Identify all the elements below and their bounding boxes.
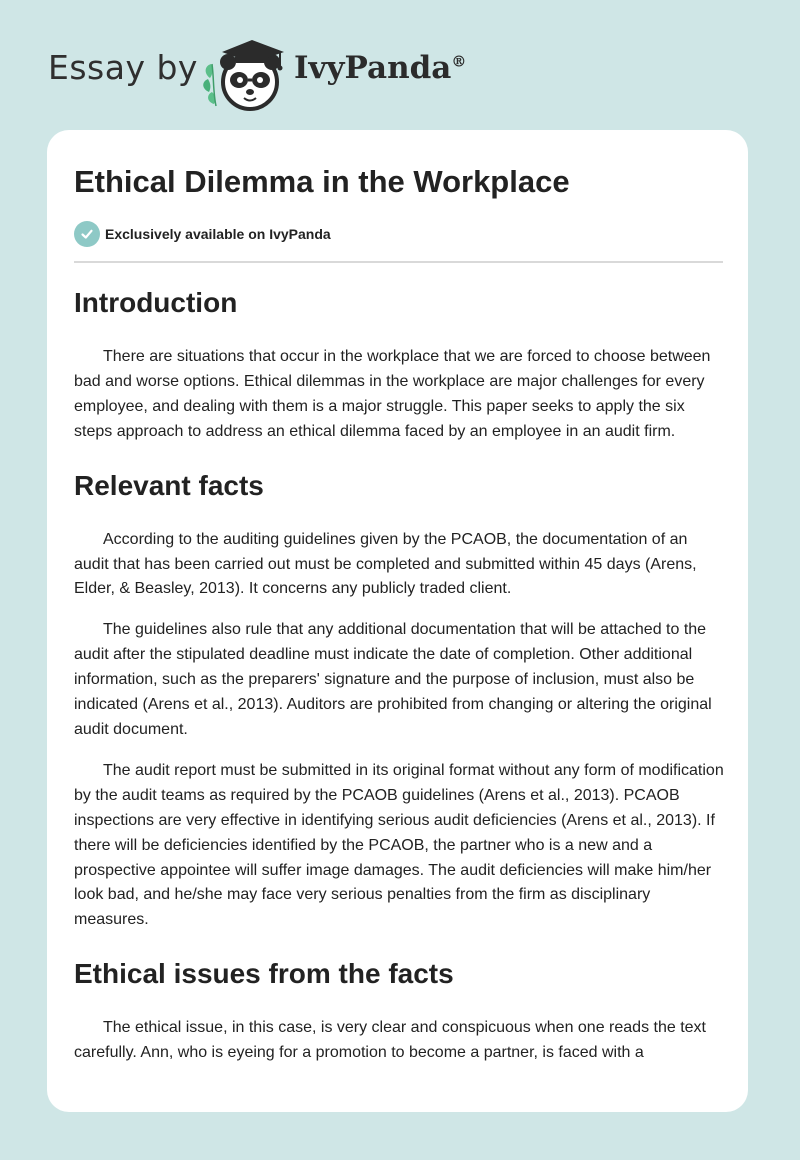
section-heading: Introduction	[74, 287, 238, 318]
essay-card	[47, 130, 748, 1112]
registered-mark: ®	[451, 52, 467, 71]
paragraph: According to the auditing guidelines given by the PCAOB, the documentation of an audit that has been carried out must be completed and submitted within 45 days (Arens, Elder, & Beasley, 2013). It concerns any publicly traded client.	[74, 530, 697, 598]
paragraph: There are situations that occur in the workplace that we are forced to choose between bad and worse options. Ethical dilemmas in the workplace are major challenges for every employee, and dealing with them is a major struggle. This paper seeks to apply the six steps approach to address an ethical dilemma faced by an employee in an audit firm.	[74, 348, 711, 440]
paragraph: The guidelines also rule that any additional documentation that will be attached to the audit after the stipulated deadline must indicate the date of completion. Other additional information, such as the preparers' signature and the purpose of inclusion, must also be indicated (Arens et al., 2013). Auditors are prohibited from changing or altering the original audit document.	[74, 621, 712, 738]
section-heading: Ethical issues from the facts	[74, 958, 454, 990]
essay-body	[74, 278, 724, 1082]
exclusive-badge	[74, 221, 331, 247]
divider	[74, 261, 723, 263]
paragraph: The audit report must be submitted in its original format without any form of modification by the audit teams as required by the PCAOB guidelines (Arens et al., 2013). PCAOB inspections are very effective in identifying serious audit deficiencies (Arens et al., 2013). If there will be deficiencies identified by the PCAOB, the partner who is a new and a prospective appointee will suffer image damages. The audit deficiencies will make him/her look bad, and he/she may face very serious penalties from the firm as disciplinary measures.	[74, 761, 724, 929]
section-heading: Relevant facts	[74, 469, 264, 501]
exclusive-label: Exclusively available on IvyPanda	[105, 226, 331, 242]
site-header	[48, 28, 508, 112]
brand-name[interactable]	[294, 50, 466, 86]
essay-by-label: Essay by	[48, 48, 198, 87]
brand-name-text: IvyPanda	[294, 50, 452, 86]
panda-graduate-logo-icon[interactable]	[200, 34, 294, 112]
paragraph: The ethical issue, in this case, is very clear and conspicuous when one reads the text carefully. Ann, who is eyeing for a promotion to become a partner, is faced with a	[74, 1019, 706, 1062]
page-title: Ethical Dilemma in the Workplace	[74, 164, 570, 199]
check-circle-icon	[74, 221, 100, 247]
